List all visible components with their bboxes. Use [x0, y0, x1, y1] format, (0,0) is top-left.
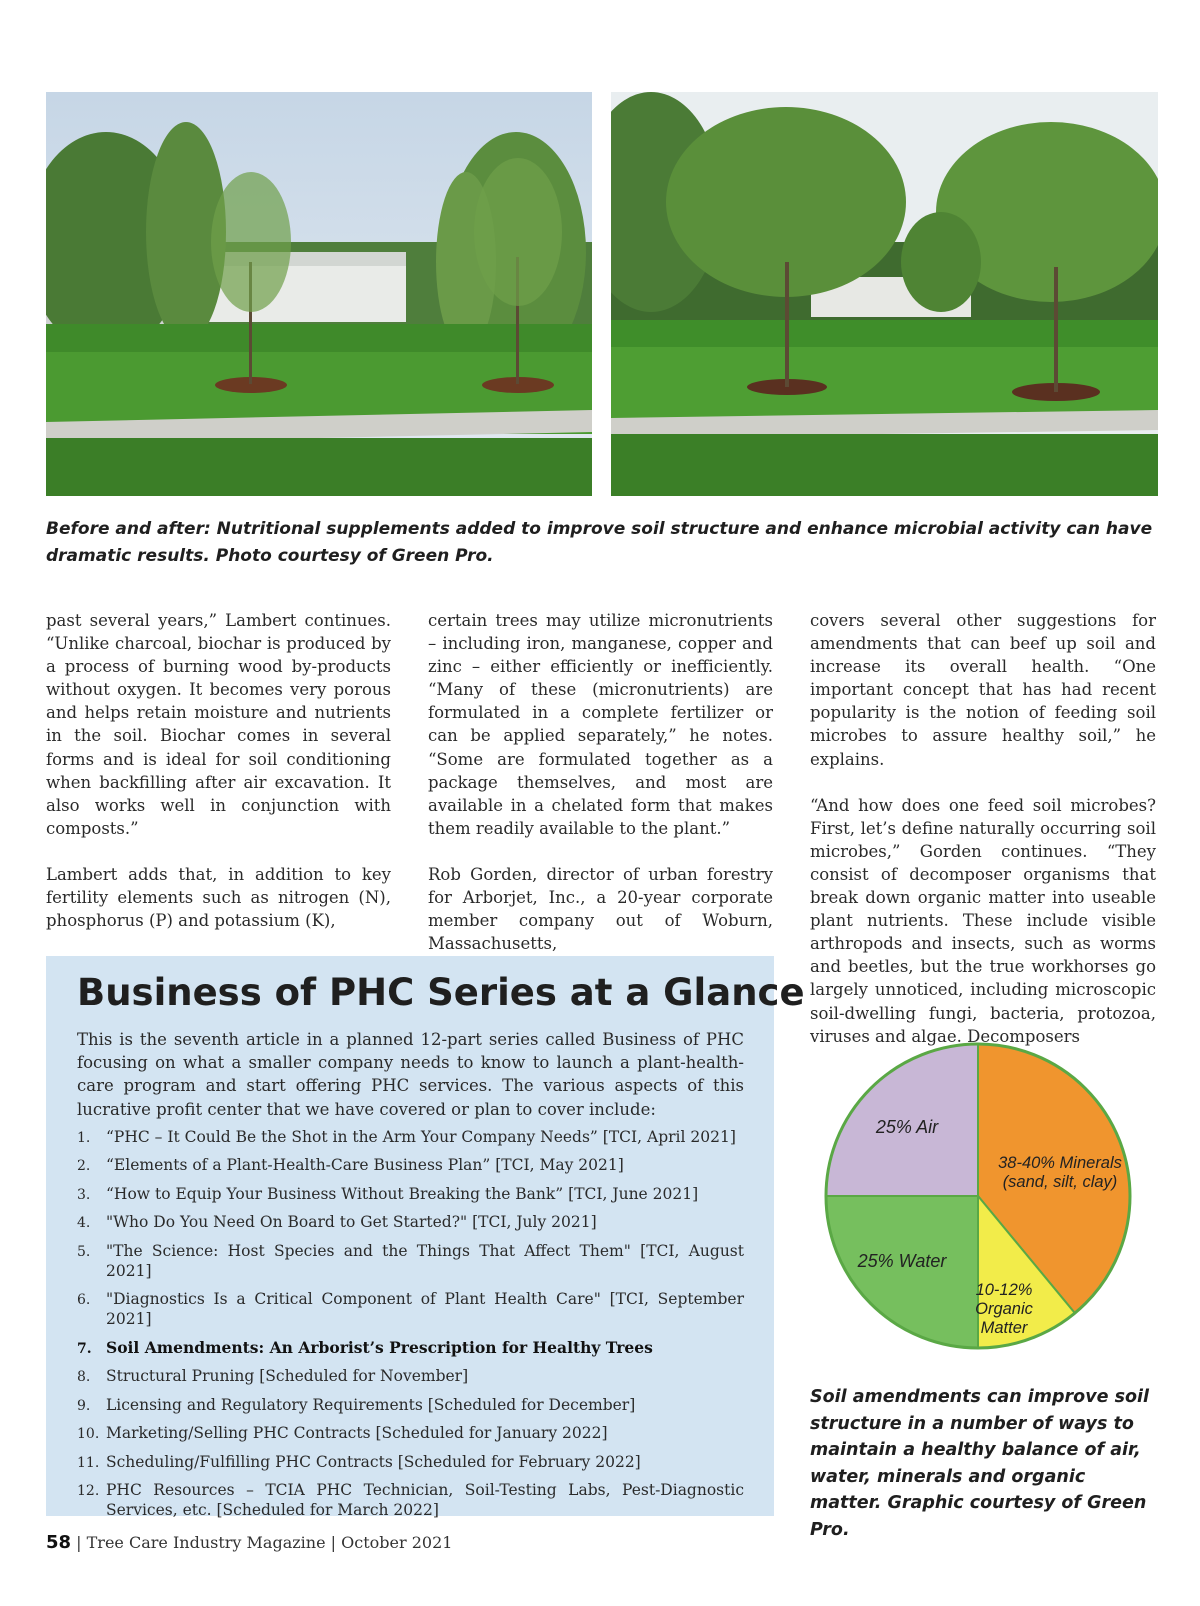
list-item	[77, 1127, 744, 1147]
paragraph: covers several other suggestions for amendments that can beef up soil and increase its overall health. “One important concept that has had recent popularity is the notion of feeding soil microbes to assure healthy soil,” he explains.	[810, 611, 1156, 769]
list-number: 9.	[77, 1397, 91, 1414]
list-item	[77, 1289, 744, 1329]
slice-sublabel-minerals: (sand, silt, clay)	[1002, 1173, 1118, 1191]
before-photo	[46, 92, 592, 496]
slice-sublabel2-organic: Matter	[980, 1319, 1028, 1337]
paragraph: Lambert adds that, in addition to key fertility elements such as nitrogen (N), phosphorus (P) and potassium (K),	[46, 864, 391, 931]
slice-label-organic: 10-12%	[975, 1281, 1033, 1299]
paragraph: “And how does one feed soil microbes? First, let’s define naturally occurring soil microbes,” Gorden continues. “They consist of decomposer organisms that break down organic matter into useable plant nutrients. These include visible arthropods and insects, such as worms and beetles, but the true workhorses go largely unnoticed, including microscopic soil-dwelling fungi, bacteria, protozoa, viruses and algae. Decomposers	[810, 795, 1156, 1046]
list-text: "Who Do You Need On Board to Get Started?" [TCI, July 2021]	[106, 1213, 597, 1232]
soil-composition-pie-chart	[810, 1040, 1156, 1370]
list-item	[77, 1241, 744, 1281]
article-column-3	[810, 609, 1156, 1071]
list-item	[77, 1395, 744, 1415]
series-sidebar	[46, 956, 805, 1520]
list-text: “PHC – It Could Be the Shot in the Arm Your Company Needs” [TCI, April 2021]	[106, 1127, 736, 1146]
list-number: 5.	[77, 1243, 91, 1260]
article-column-1	[46, 609, 391, 955]
slice-label-air: 25% Air	[875, 1117, 939, 1137]
paragraph: certain trees may utilize micronutrients – including iron, manganese, copper and zinc – either efficiently or inefficiently. “Many of these (micronutrients) are formulated in a complete fertilizer or can be applied separately,” he notes. “Some are formulated together as a package themselves, and most are available in a chelated form that makes them readily available to the plant.”	[428, 611, 773, 838]
paragraph: past several years,” Lambert continues. “Unlike charcoal, biochar is produced by a process of burning wood by-products without oxygen. It becomes very porous and helps retain moisture and nutrients in the soil. Biochar comes in several forms and is ideal for soil conditioning when backfilling after air excavation. It also works well in conjunction with composts.”	[46, 611, 391, 838]
list-text: Marketing/Selling PHC Contracts [Scheduled for January 2022]	[106, 1424, 608, 1443]
pie-slice-2	[826, 1196, 978, 1348]
list-number: 11.	[77, 1454, 100, 1471]
slice-sublabel-organic: Organic	[975, 1300, 1033, 1318]
list-number: 10.	[77, 1426, 100, 1443]
list-number: 8.	[77, 1369, 91, 1386]
list-item	[77, 1212, 744, 1232]
page-number: 58	[46, 1532, 72, 1553]
sidebar-intro: This is the seventh article in a planned 12-part series called Business of PHC focusing on what a smaller company needs to know to launch a plant-health-care program and start offering PHC services. The various aspects of this lucrative profit center that we have covered or plan to cover include:	[77, 1030, 744, 1119]
list-item	[77, 1480, 744, 1520]
slice-label-water: 25% Water	[857, 1251, 947, 1271]
list-text: “How to Equip Your Business Without Breaking the Bank” [TCI, June 2021]	[106, 1184, 699, 1203]
list-number: 7.	[77, 1340, 92, 1357]
article-column-2	[428, 609, 773, 978]
series-list	[77, 1127, 744, 1521]
list-number: 1.	[77, 1129, 91, 1146]
list-item	[77, 1155, 744, 1175]
list-text: Soil Amendments: An Arborist’s Prescription for Healthy Trees	[106, 1337, 653, 1357]
list-number: 2.	[77, 1158, 91, 1175]
photo-caption: Before and after: Nutritional supplements added to improve soil structure and enhance microbial activity can have dramatic results. Photo courtesy of Green Pro.	[46, 519, 1153, 566]
list-item	[77, 1184, 744, 1204]
list-number: 4.	[77, 1215, 91, 1232]
list-text: "The Science: Host Species and the Things That Affect Them" [TCI, August 2021]	[106, 1241, 744, 1280]
list-text: "Diagnostics Is a Critical Component of Plant Health Care" [TCI, September 2021]	[106, 1290, 744, 1329]
list-text: Structural Pruning [Scheduled for November]	[106, 1367, 469, 1386]
list-text: Licensing and Regulatory Requirements [Scheduled for December]	[106, 1395, 636, 1414]
list-number: 6.	[77, 1292, 91, 1309]
list-number: 3.	[77, 1186, 91, 1203]
list-item-current	[77, 1338, 744, 1358]
page-footer	[46, 1532, 452, 1553]
list-text: “Elements of a Plant-Health-Care Business Plan” [TCI, May 2021]	[106, 1156, 624, 1175]
paragraph: Rob Gorden, director of urban forestry for Arborjet, Inc., a 20-year corporate member company out of Woburn, Massachusetts,	[428, 864, 773, 954]
list-number: 12.	[77, 1483, 100, 1500]
list-text: Scheduling/Fulfilling PHC Contracts [Scheduled for February 2022]	[106, 1452, 641, 1471]
list-item	[77, 1366, 744, 1386]
after-photo	[611, 92, 1158, 496]
sidebar-title: Business of PHC Series at a Glance	[77, 971, 805, 1014]
list-item	[77, 1423, 744, 1443]
list-item	[77, 1452, 744, 1472]
footer-text: | Tree Care Industry Magazine | October 2021	[71, 1533, 453, 1552]
graphic-caption: Soil amendments can improve soil structure in a number of ways to maintain a healthy balance of air, water, minerals and organic matter. Graphic courtesy of Green Pro.	[810, 1387, 1150, 1540]
pie-svg	[810, 1040, 1156, 1370]
list-text: PHC Resources – TCIA PHC Technician, Soil-Testing Labs, Pest-Diagnostic Services, etc. [Scheduled for March 2022]	[106, 1481, 744, 1520]
slice-label-minerals: 38-40% Minerals	[998, 1154, 1122, 1172]
